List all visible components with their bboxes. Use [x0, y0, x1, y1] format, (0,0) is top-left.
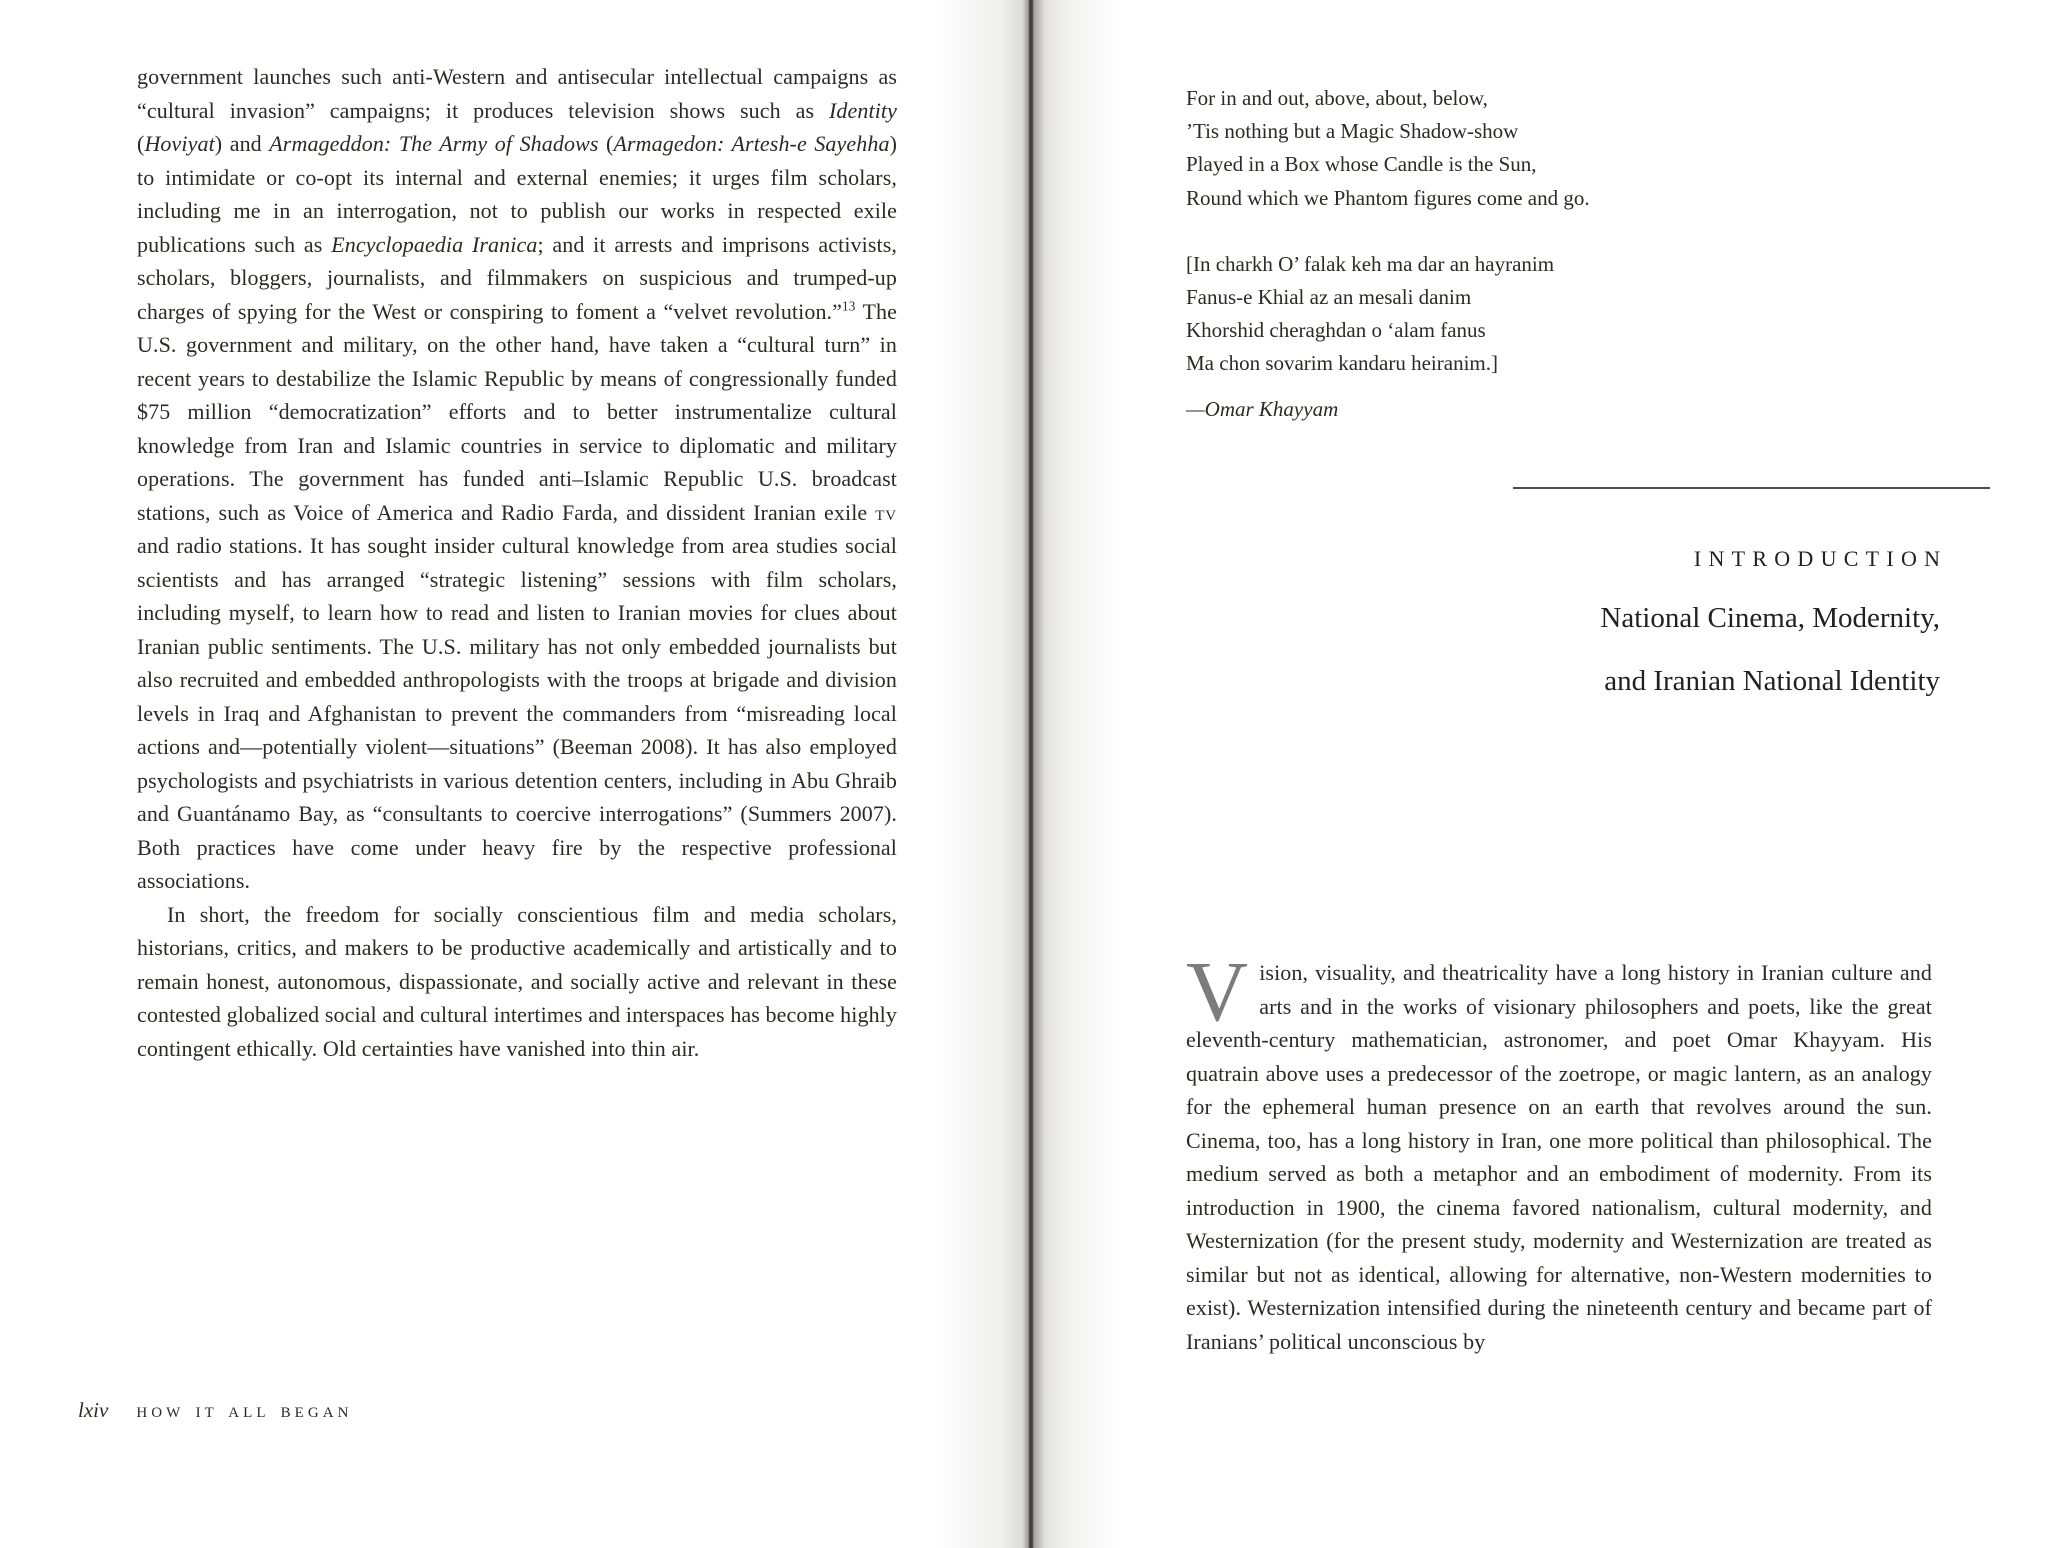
epigraph-transliteration-stanza: [In charkh O’ falak keh ma dar an hayranim Fanus-e Khial az an mesali danim Khorshid cheraghdan o ‘alam fanus Ma chon sovarim kandaru heiranim.]: [1186, 251, 1555, 376]
opening-paragraph-text: ision, visuality, and theatricality have a long history in Iranian culture and arts and in the works of visionary philosophers and poets, like the great eleventh-century mathematician, astronomer, and poet Omar Khayyam. His quatrain above uses a predecessor of the zoetrope, or magic lantern, as an analogy for the ephemeral human presence on an earth that revolves around the sun. Cinema, too, has a long history in Iran, one more political than philosophical. The medium served as both a metaphor and an embodiment of modernity. From its introduction in 1900, the cinema favored nationalism, cultural modernity, and Westernization (for the present study, modernity and Westernization are treated as similar but not as identical, allowing for alternative, non-Western modernities to exist). Westernization intensified during the nineteenth century and became part of Iranians’ political unconscious by: [1186, 960, 1932, 1354]
epigraph-attribution: —Omar Khayyam: [1186, 396, 1339, 421]
page-number: lxiv: [78, 1398, 109, 1422]
drop-cap: V: [1186, 943, 1249, 1039]
page-footer: [78, 1398, 353, 1423]
chapter-rule: [1513, 487, 1990, 489]
epigraph: [1186, 82, 1590, 426]
chapter-heading: [1600, 541, 1948, 713]
opening-paragraph: [1186, 943, 1932, 1358]
right-page: [1032, 0, 2064, 1548]
chapter-label: INTRODUCTION: [1693, 546, 1948, 571]
left-page-body: [137, 60, 897, 1065]
running-head: HOW IT ALL BEGAN: [136, 1405, 353, 1421]
paragraph: In short, the freedom for socially conscientious film and media scholars, historians, critics, and makers to be productive academically and artistically and to remain honest, autonomous, dispassionate, and socially active and relevant in these contested globalized social and cultural intertimes and interspaces has become highly contingent ethically. Old certainties have vanished into thin air.: [137, 901, 897, 1061]
epigraph-english-stanza: For in and out, above, about, below, ’Tis nothing but a Magic Shadow-show Played in a Box whose Candle is the Sun, Round which we Phantom figures come and go.: [1186, 86, 1590, 210]
chapter-title: National Cinema, Modernity, and Iranian National Identity: [1600, 602, 1940, 697]
paragraph: government launches such anti-Western and antisecular intellectual campaigns as “cultural invasion” campaigns; it produces television shows such as Identity (Hoviyat) and Armageddon: The Army of Shadows (Armagedon: Artesh-e Sayehha) to intimidate or co-opt its internal and external enemies; it urges film scholars, including me in an interrogation, not to publish our works in respected exile publications such as Encyclopaedia Iranica; and it arrests and imprisons activists, scholars, bloggers, journalists, and filmmakers on suspicious and trumped-up charges of spying for the West or conspiring to foment a “velvet revolution.”$^{13}$ The U.S. government and military, on the other hand, have taken a “cultural turn” in recent years to destabilize the Islamic Republic by means of congressionally funded $75 million “democratization” efforts and to better instrumentalize cultural knowledge from Iran and Islamic countries in service to diplomatic and military operations. The government has funded anti–Islamic Republic U.S. broadcast stations, such as Voice of America and Radio Farda, and dissident Iranian exile tv and radio stations. It has sought insider cultural knowledge from area studies social scientists and has arranged “strategic listening” sessions with film scholars, including myself, to learn how to read and listen to Iranian movies for clues about Iranian public sentiments. The U.S. military has not only embedded journalists but also recruited and embedded anthropologists with the troops at brigade and division levels in Iraq and Afghanistan to prevent the commanders from “misreading local actions and—potentially violent—situations” (Beeman 2008). It has also employed psychologists and psychiatrists in various detention centers, including in Abu Ghraib and Guantánamo Bay, as “consultants to coercive interrogations” (Summers 2007). Both practices have come under heavy fire by the respective professional associations.: [137, 64, 898, 893]
right-page-body: [1186, 943, 1932, 1358]
